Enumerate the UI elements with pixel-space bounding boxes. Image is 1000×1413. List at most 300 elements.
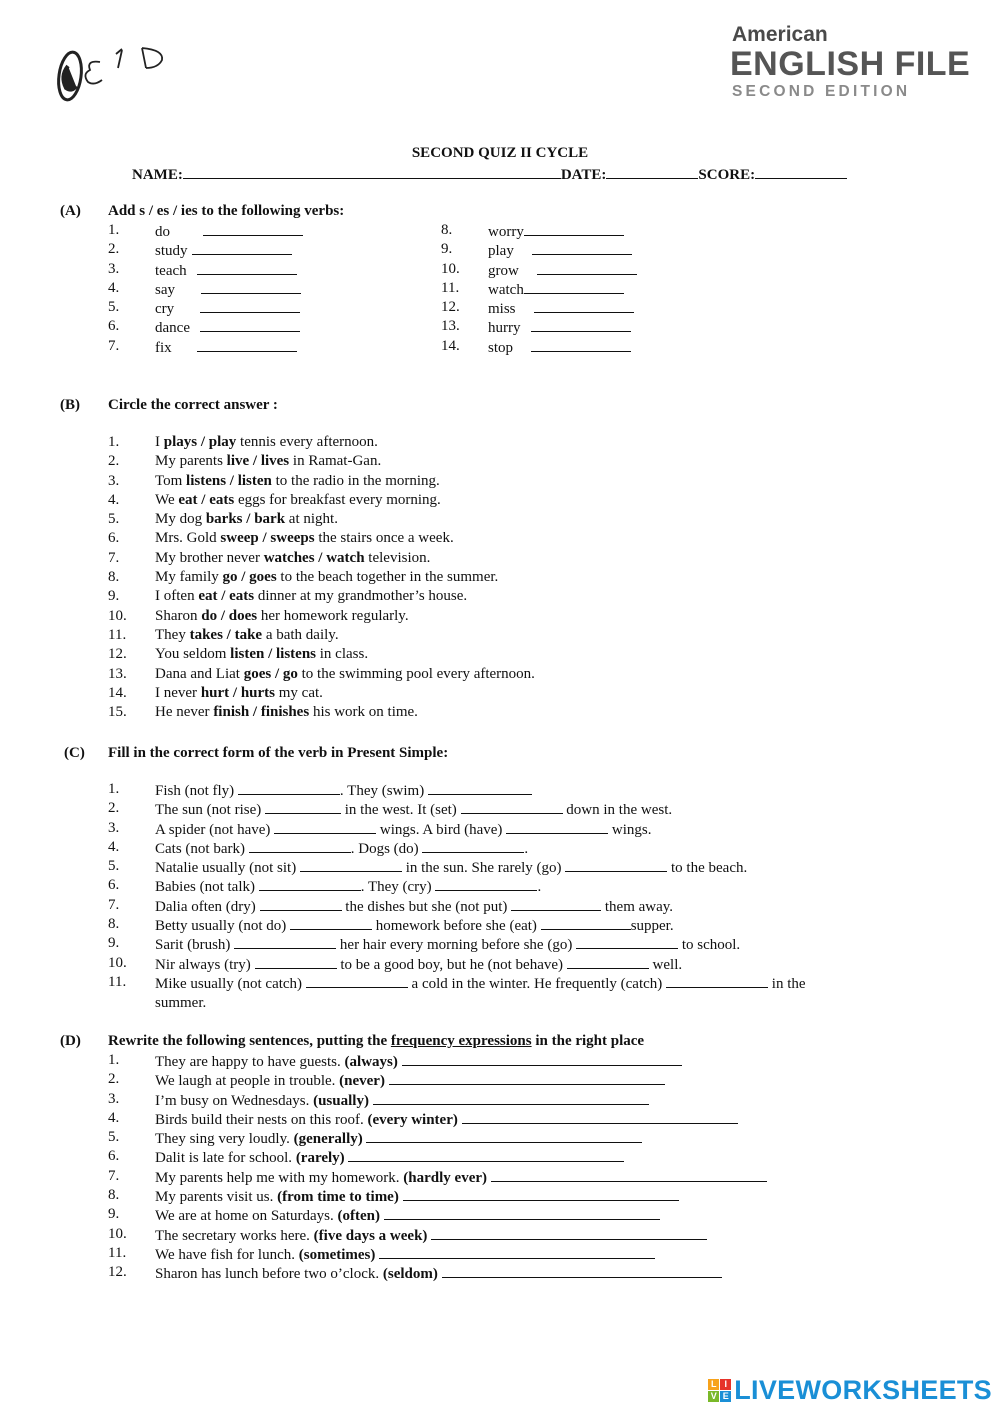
frequency-expression: (often) (337, 1208, 380, 1225)
fill-item (108, 819, 908, 838)
circle-item (108, 645, 908, 664)
sentence-part: Mike usually (not catch) (155, 975, 306, 992)
sentence (155, 433, 378, 452)
verb-item (108, 337, 408, 356)
rewrite-item (108, 1244, 908, 1263)
sentence-end: his work on time. (309, 704, 418, 721)
sentence (155, 896, 673, 917)
verb-item (441, 279, 741, 298)
sentence-text: My parents help me with my homework. (155, 1169, 404, 1186)
sentence-part: in the sun. She rarely (go) (401, 860, 566, 877)
verb-row (488, 279, 624, 300)
sentence-end: the stairs once a week. (314, 530, 454, 547)
answer-choices[interactable]: plays / play (163, 434, 237, 450)
verb-answer-blank[interactable] (524, 221, 624, 236)
circle-item (108, 607, 908, 626)
verb-row (155, 298, 300, 319)
verb-word: stop (488, 339, 514, 356)
item-number: 7. (108, 549, 120, 566)
verb-word: fix (155, 339, 172, 356)
verb-answer-blank[interactable] (200, 317, 300, 332)
rewrite-item (108, 1147, 908, 1166)
item-number: 5. (108, 858, 120, 875)
section-a-letter: (A) (60, 203, 81, 219)
item-number: 11. (108, 973, 127, 990)
frequency-expression: (sometimes) (298, 1246, 376, 1263)
sentence (155, 549, 430, 568)
verb-answer-blank[interactable] (192, 240, 292, 255)
sentence (155, 857, 747, 878)
item-number: 9. (108, 935, 120, 952)
answer-choices[interactable]: hurt / hurts (200, 684, 275, 701)
sentence-part: Cats (not bark) (155, 840, 249, 857)
item-number: 1. (108, 1052, 120, 1068)
verb-row (155, 317, 300, 338)
verb-row (488, 298, 634, 319)
item-number: 2. (108, 800, 120, 817)
sentence-part: in the summer. (155, 975, 806, 1012)
brand-line-1: American (732, 23, 828, 46)
item-number: 6. (108, 530, 120, 547)
frequency-expression: (rarely) (295, 1150, 345, 1167)
verb-fill-blank[interactable] (260, 896, 342, 911)
item-number: 12. (441, 299, 460, 316)
item-number: 4. (108, 1109, 120, 1126)
item-number: 5. (108, 1129, 120, 1146)
section-d-letter: (D) (60, 1033, 81, 1049)
verb-row (155, 279, 301, 300)
name-field[interactable] (183, 164, 561, 179)
rewrite-blank[interactable] (348, 1147, 624, 1162)
verb-row (488, 317, 631, 338)
answer-choices[interactable]: listen / listens (230, 646, 317, 663)
sentence-part: Fish (not fly) (155, 783, 238, 799)
fill-item (108, 896, 908, 915)
sentence-part: . (524, 840, 529, 857)
frequency-expression: (generally) (293, 1131, 363, 1148)
score-label: SCORE: (698, 167, 756, 183)
section-c-heading: Fill in the correct form of the verb in Present Simple: (108, 745, 449, 761)
sentence-part: supper. (630, 918, 674, 935)
verb-word: play (488, 243, 514, 260)
verb-fill-blank[interactable] (265, 799, 341, 814)
verb-fill-blank[interactable] (274, 819, 376, 834)
sentence-text: Birds build their nests on this roof. (155, 1111, 368, 1128)
item-number: 13. (441, 318, 460, 335)
sentence (155, 1186, 679, 1207)
sentence-part: Nir always (try) (155, 956, 255, 973)
sentence (155, 934, 740, 955)
sentence (155, 1147, 624, 1168)
sentence (155, 703, 418, 722)
verb-fill-blank[interactable] (506, 819, 608, 834)
frequency-expression: (from time to time) (277, 1189, 399, 1206)
student-info-line (132, 164, 847, 185)
sentence-text: They sing very loudly. (155, 1131, 294, 1148)
sentence-end: to the swimming pool every afternoon. (297, 665, 535, 682)
rewrite-blank[interactable] (379, 1244, 655, 1259)
sentence-start: He never (155, 704, 214, 721)
circle-item (108, 510, 908, 529)
sentence-end: television. (364, 549, 431, 566)
logo-tile: I (720, 1379, 731, 1390)
sentence-part: wings. A bird (have) (376, 821, 507, 838)
circle-item (108, 433, 908, 452)
verb-word: worry (488, 224, 524, 240)
sentence-part: Natalie usually (not sit) (155, 860, 300, 877)
item-number: 9. (108, 588, 120, 605)
rewrite-blank[interactable] (373, 1090, 649, 1105)
fill-item (108, 915, 908, 934)
rewrite-blank[interactable] (366, 1128, 642, 1143)
verb-fill-blank[interactable] (461, 799, 563, 814)
sentence-part: her hair every morning before she (go) (336, 937, 577, 954)
sentence-end: at night. (285, 511, 338, 528)
answer-choices[interactable]: eat / eats (198, 588, 255, 605)
fill-item (108, 838, 908, 857)
sentence-part: Dalia often (dry) (155, 898, 260, 915)
rewrite-blank[interactable] (462, 1109, 738, 1124)
verb-item (108, 279, 408, 298)
verb-answer-blank[interactable] (200, 298, 300, 313)
sentence-part: . They (swim) (339, 783, 428, 799)
sentence-start: I (155, 434, 164, 450)
sentence-end: tennis every afternoon. (236, 434, 378, 450)
item-number: 6. (108, 1148, 120, 1165)
sentence (155, 1128, 642, 1149)
answer-choices[interactable]: listens / listen (186, 472, 272, 489)
sentence (155, 876, 541, 897)
rewrite-item (108, 1128, 908, 1147)
rewrite-item (108, 1225, 908, 1244)
verb-item (108, 221, 408, 240)
verb-word: study (155, 243, 188, 260)
rewrite-item (108, 1263, 908, 1282)
logo-tile: V (708, 1391, 719, 1402)
item-number: 13. (108, 665, 127, 682)
logo-text: LIVEWORKSHEETS (734, 1375, 992, 1405)
sentence (155, 510, 338, 529)
item-number: 4. (108, 279, 120, 296)
item-number: 10. (441, 260, 460, 277)
score-field[interactable] (755, 164, 847, 179)
sentence-end: in Ramat-Gan. (289, 453, 382, 470)
sentence-start: My brother never (155, 549, 264, 566)
sentence (155, 1205, 660, 1226)
circle-item (108, 529, 908, 548)
sentence-part: Babies (not talk) (155, 879, 259, 896)
verb-word: teach (155, 262, 187, 279)
item-number: 14. (108, 684, 127, 701)
sentence-part: . They (cry) (360, 879, 436, 896)
verb-answer-blank[interactable] (531, 317, 631, 332)
item-number: 8. (108, 1187, 120, 1204)
answer-choices[interactable]: goes / go (243, 665, 298, 682)
rewrite-blank[interactable] (442, 1263, 722, 1278)
item-number: 1. (108, 222, 120, 238)
sentence (155, 1263, 722, 1284)
verb-row (155, 337, 297, 358)
name-label: NAME: (132, 167, 183, 183)
item-number: 5. (108, 511, 120, 528)
sentence-start: Tom (155, 472, 187, 489)
answer-choices[interactable]: takes / take (189, 626, 263, 643)
liveworksheets-logo (708, 1375, 992, 1405)
sentence-part: to the beach. (667, 860, 748, 877)
logo-tile: L (708, 1379, 719, 1390)
verb-item (441, 240, 741, 259)
sentence-part: well. (648, 956, 683, 973)
section-d-heading (108, 1032, 644, 1051)
circle-item (108, 452, 908, 471)
answer-choices[interactable]: go / goes (222, 569, 277, 586)
fill-item (108, 876, 908, 895)
item-number: 1. (108, 781, 120, 797)
item-number: 12. (108, 646, 127, 663)
rewrite-blank[interactable] (403, 1186, 679, 1201)
rewrite-item (108, 1090, 908, 1109)
sentence-end: a bath daily. (262, 626, 339, 643)
rewrite-item (108, 1205, 908, 1224)
item-number: 3. (108, 260, 120, 277)
fill-item (108, 954, 908, 973)
date-field[interactable] (606, 164, 698, 179)
verb-answer-blank[interactable] (532, 240, 632, 255)
section-d-heading-pre: Rewrite the following sentences, putting the (108, 1033, 391, 1049)
sentence (155, 607, 409, 626)
verb-answer-blank[interactable] (534, 298, 634, 313)
handwritten-code (52, 38, 182, 114)
verb-item (441, 317, 741, 336)
sentence (155, 973, 855, 1014)
sentence-start: Sharon (155, 607, 202, 624)
verb-answer-blank[interactable] (531, 337, 631, 352)
sentence-text: We laugh at people in trouble. (155, 1073, 340, 1090)
item-number: 7. (108, 896, 120, 913)
item-number: 8. (441, 222, 453, 238)
sentence-part: to school. (678, 937, 741, 954)
sentence-start: Mrs. Gold (155, 530, 221, 547)
verb-answer-blank[interactable] (537, 260, 637, 275)
sentence-start: We (155, 491, 179, 508)
verb-row (155, 240, 292, 261)
sentence-text: The secretary works here. (155, 1227, 314, 1244)
verb-item (441, 298, 741, 317)
verb-word: grow (488, 262, 519, 279)
sentence-part: them away. (601, 898, 674, 915)
verb-fill-blank[interactable] (567, 954, 649, 969)
verb-answer-blank[interactable] (524, 279, 624, 294)
fill-item (108, 857, 908, 876)
item-number: 3. (108, 1090, 120, 1107)
verb-answer-blank[interactable] (201, 279, 301, 294)
sentence-end: to the radio in the morning. (271, 472, 440, 489)
answer-choices[interactable]: finish / finishes (213, 704, 310, 721)
item-number: 11. (441, 279, 460, 296)
frequency-expression: (every winter) (367, 1111, 458, 1128)
item-number: 2. (108, 453, 120, 470)
item-number: 4. (108, 838, 120, 855)
sentence (155, 1167, 767, 1188)
rewrite-blank[interactable] (384, 1205, 660, 1220)
sentence (155, 626, 339, 645)
verb-word: miss (488, 301, 516, 318)
rewrite-blank[interactable] (389, 1070, 665, 1085)
sentence-part: A spider (not have) (155, 821, 275, 838)
verb-item (441, 260, 741, 279)
verb-answer-blank[interactable] (197, 337, 297, 352)
handwriting-drawing (52, 38, 182, 108)
answer-choices[interactable]: eat / eats (178, 491, 235, 508)
answer-choices[interactable]: barks / bark (205, 511, 286, 528)
section-b-list (108, 433, 908, 722)
verb-fill-blank[interactable] (249, 838, 351, 853)
frequency-expression: (seldom) (382, 1266, 438, 1283)
verb-fill-blank[interactable] (422, 838, 524, 853)
verb-fill-blank[interactable] (255, 954, 337, 969)
answer-choices[interactable]: do / does (201, 607, 258, 624)
sentence-part: . Dogs (do) (350, 840, 423, 857)
answer-choices[interactable]: sweep / sweeps (220, 530, 315, 547)
circle-item (108, 684, 908, 703)
sentence (155, 1090, 649, 1111)
section-d-list (108, 1051, 908, 1283)
verb-word: cry (155, 301, 175, 318)
american-english-file-logo (730, 24, 976, 102)
rewrite-item (108, 1070, 908, 1089)
verb-fill-blank[interactable] (428, 780, 532, 795)
circle-item (108, 472, 908, 491)
rewrite-blank[interactable] (431, 1225, 707, 1240)
sentence-start: They (155, 626, 190, 643)
verb-row (155, 221, 303, 242)
verb-fill-blank[interactable] (666, 973, 768, 988)
verb-fill-blank[interactable] (259, 876, 361, 891)
verb-fill-blank[interactable] (541, 915, 631, 930)
verb-item (108, 240, 408, 259)
frequency-expression: (never) (339, 1073, 385, 1090)
sentence-part: The sun (not rise) (155, 802, 265, 819)
verb-item (441, 221, 741, 240)
verb-fill-blank[interactable] (300, 857, 402, 872)
sentence-start: You seldom (155, 646, 231, 663)
sentence-end: dinner at my grandmother’s house. (254, 588, 468, 605)
item-number: 3. (108, 819, 120, 836)
section-d-heading-underlined: frequency expressions (390, 1033, 532, 1049)
logo-tiles (708, 1379, 731, 1402)
verb-fill-blank[interactable] (234, 934, 336, 949)
logo-tile: E (720, 1391, 731, 1402)
rewrite-blank[interactable] (491, 1167, 767, 1182)
sentence-part: . (537, 879, 542, 896)
item-number: 9. (108, 1206, 120, 1223)
sentence (155, 568, 498, 587)
section-b-heading: Circle the correct answer : (108, 397, 278, 413)
verb-word: hurry (488, 320, 521, 337)
section-a-right-list (441, 221, 741, 356)
sentence (155, 954, 682, 975)
verb-row (488, 240, 632, 261)
verb-word: do (155, 224, 170, 240)
quiz-title: SECOND QUIZ II CYCLE (411, 145, 589, 161)
verb-fill-blank[interactable] (565, 857, 667, 872)
sentence (155, 472, 440, 491)
verb-fill-blank[interactable] (511, 896, 601, 911)
verb-word: watch (488, 281, 524, 298)
sentence-part: Betty usually (not do) (155, 918, 290, 935)
circle-item (108, 703, 908, 722)
item-number: 8. (108, 569, 120, 586)
item-number: 10. (108, 607, 127, 624)
sentence-text: I’m busy on Wednesdays. (155, 1092, 314, 1109)
sentence-part: down in the west. (562, 802, 673, 819)
fill-item (108, 934, 908, 953)
sentence-text: They are happy to have guests. (155, 1054, 345, 1070)
section-a-left-list (108, 221, 408, 356)
section-d-heading-post: in the right place (531, 1033, 645, 1049)
circle-item (108, 549, 908, 568)
item-number: 7. (108, 337, 120, 354)
rewrite-blank[interactable] (402, 1051, 682, 1066)
item-number: 1. (108, 434, 120, 450)
sentence (155, 1051, 682, 1072)
sentence-start: I never (155, 684, 201, 701)
verb-fill-blank[interactable] (306, 973, 408, 988)
verb-item (108, 317, 408, 336)
answer-choices[interactable]: watches / watch (263, 549, 365, 566)
fill-item (108, 973, 908, 1013)
sentence-start: My family (155, 569, 223, 586)
verb-fill-blank[interactable] (576, 934, 678, 949)
section-c-list (108, 780, 908, 1013)
sentence (155, 799, 672, 820)
fill-item (108, 799, 908, 818)
item-number: 6. (108, 318, 120, 335)
verb-item (108, 298, 408, 317)
verb-fill-blank[interactable] (290, 915, 372, 930)
verb-answer-blank[interactable] (197, 260, 297, 275)
sentence (155, 1109, 738, 1130)
answer-choices[interactable]: live / lives (226, 453, 290, 470)
sentence-text: My parents visit us. (155, 1189, 278, 1206)
circle-item (108, 587, 908, 606)
sentence-part: Sarit (brush) (155, 937, 235, 954)
rewrite-item (108, 1167, 908, 1186)
item-number: 11. (108, 626, 127, 643)
verb-answer-blank[interactable] (203, 221, 303, 236)
item-number: 3. (108, 472, 120, 489)
verb-fill-blank[interactable] (238, 780, 340, 795)
verb-row (155, 260, 297, 281)
verb-fill-blank[interactable] (435, 876, 537, 891)
item-number: 12. (108, 1264, 127, 1281)
item-number: 5. (108, 299, 120, 316)
sentence-part: a cold in the winter. He frequently (catch) (407, 975, 667, 992)
circle-item (108, 626, 908, 645)
item-number: 10. (108, 1225, 127, 1242)
item-number: 6. (108, 877, 120, 894)
item-number: 14. (441, 337, 460, 354)
sentence-part: homework before she (eat) (372, 918, 541, 935)
sentence-start: My parents (155, 453, 227, 470)
verb-item (108, 260, 408, 279)
sentence (155, 1244, 655, 1265)
item-number: 9. (441, 241, 453, 258)
sentence (155, 780, 532, 801)
section-b-letter: (B) (60, 397, 80, 413)
brand-line-3: SECOND EDITION (732, 83, 911, 100)
sentence (155, 838, 528, 859)
